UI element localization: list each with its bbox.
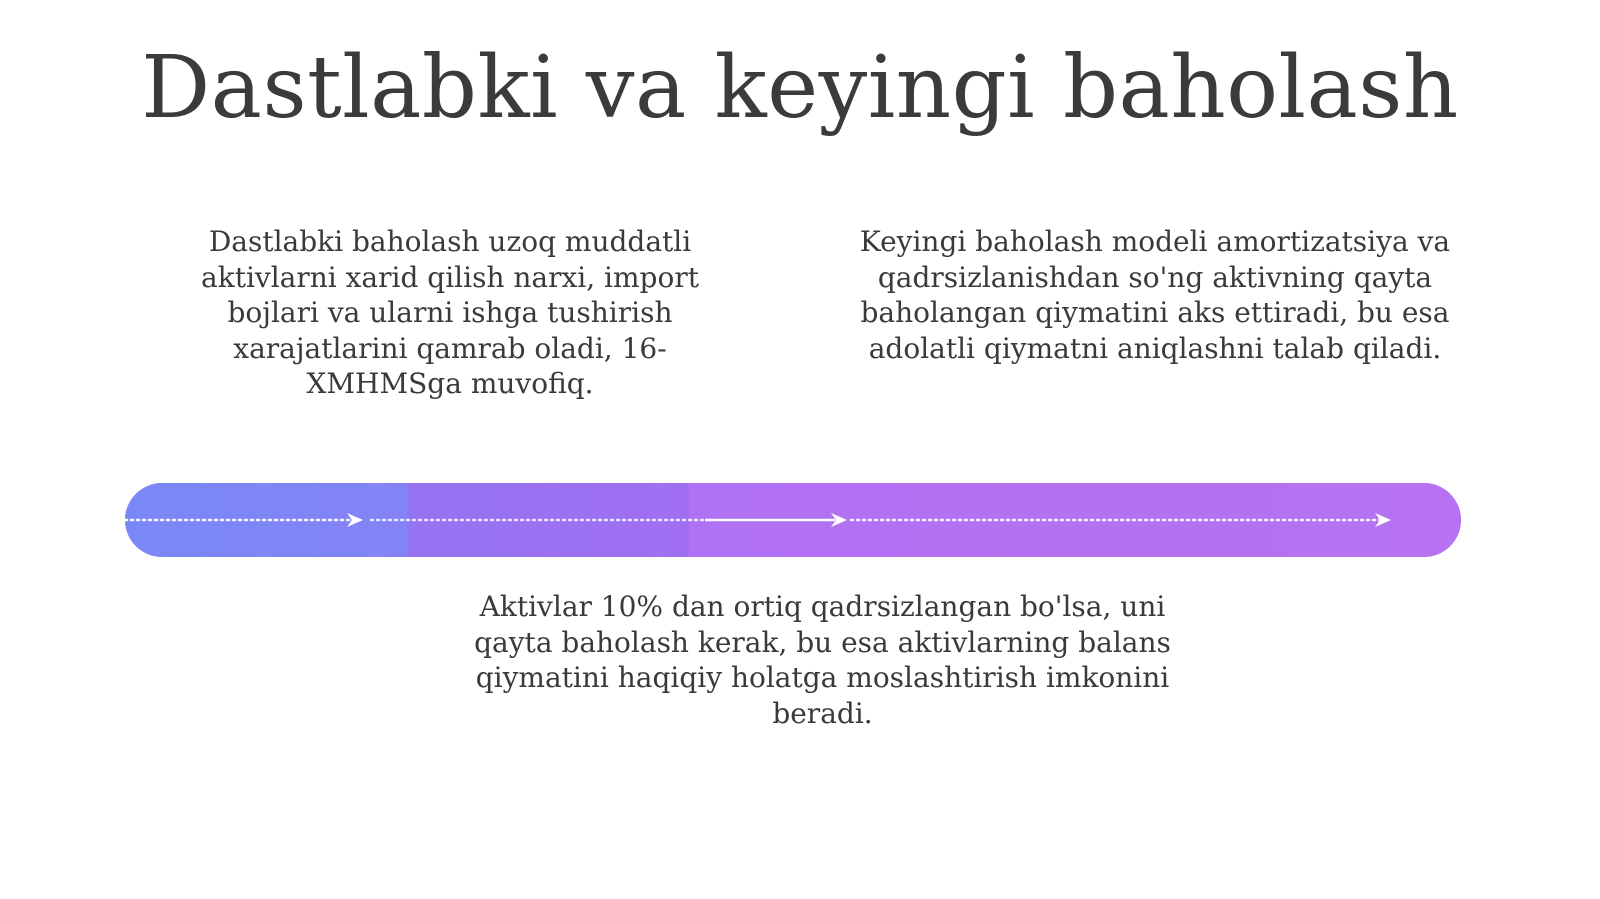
timeline-bar bbox=[125, 483, 1461, 557]
arrow-right-icon bbox=[1375, 513, 1391, 527]
revaluation-threshold-text: Aktivlar 10% dan ortiq qadrsizlangan bo'lsa, uni qayta baholash kerak, bu esa aktivlarning balans qiymatini haqiqiy holatga moslashtirish imkonini beradi. bbox=[474, 590, 1171, 730]
timeline-arrows bbox=[125, 483, 1461, 557]
initial-valuation-text: Dastlabki baholash uzoq muddatli aktivlarni xarid qilish narxi, import bojlari va ularni ishga tushirish xarajatlarini qamrab oladi, 16-XMHMSga muvofiq. bbox=[201, 225, 699, 400]
subsequent-valuation-text: Keyingi baholash modeli amortizatsiya va qadrsizlanishdan so'ng aktivning qayta baholangan qiymatini aks ettiradi, bu esa adolatli qiymatni aniqlashni talab qiladi. bbox=[859, 225, 1451, 365]
slide-title: Dastlabki va keyingi baholash bbox=[141, 38, 1459, 138]
